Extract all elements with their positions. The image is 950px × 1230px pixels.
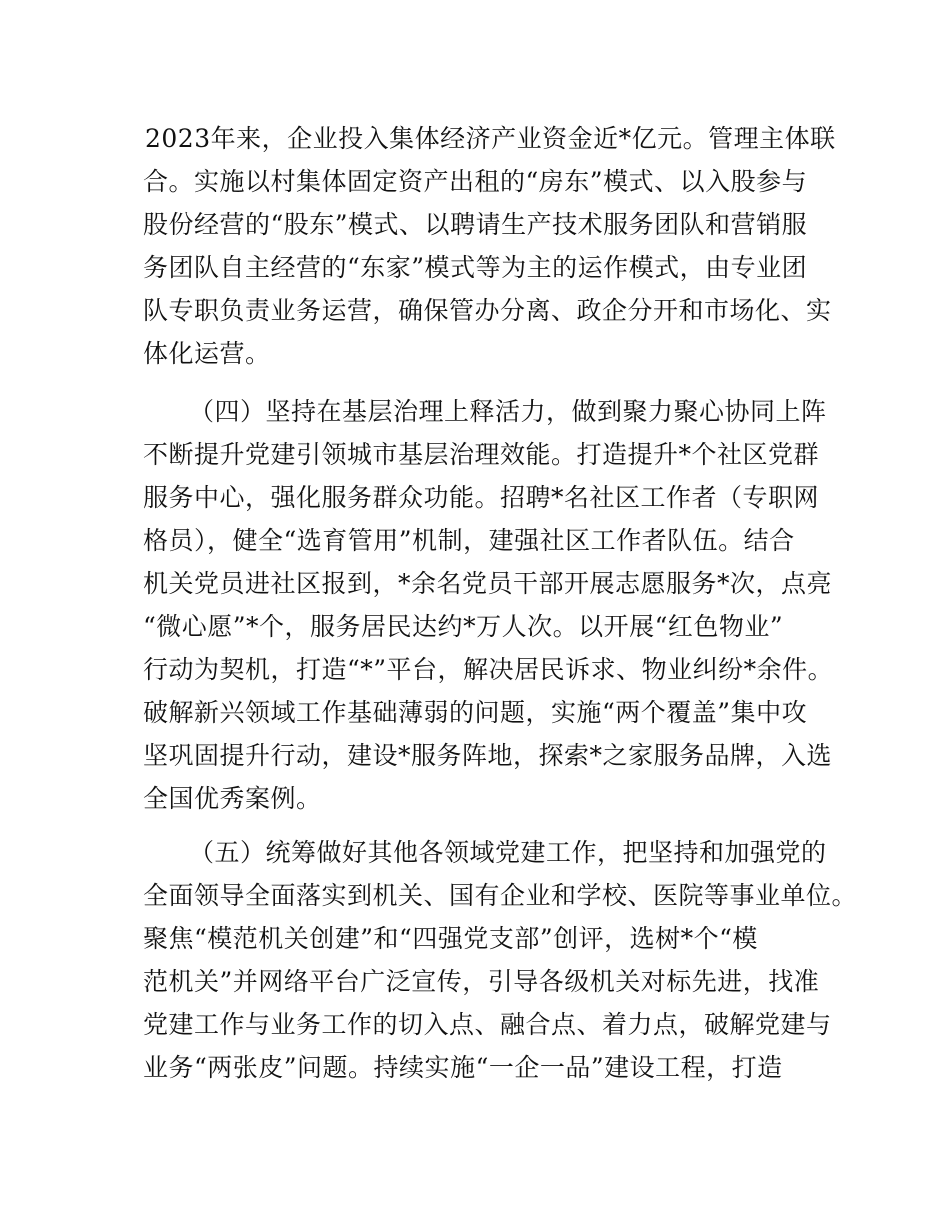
text-line: 党建工作与业务工作的切入点、融合点、着力点，破解党建与	[143, 1010, 832, 1039]
text-line: 坚巩固提升行动，建设*服务阵地，探索*之家服务品牌，入选	[143, 741, 833, 770]
text-line: 行动为契机，打造“*”平台，解决居民诉求、物业纠纷*余件。	[143, 655, 834, 684]
text-line: 不断提升党建引领城市基层治理效能。打造提升*个社区党群	[143, 440, 820, 469]
text-line: 务团队自主经营的“东家”模式等为主的运作模式，由专业团	[143, 253, 808, 282]
paragraph-continuation	[143, 117, 836, 375]
text-line: 服务中心，强化服务群众功能。招聘*名社区工作者（专职网	[143, 483, 820, 512]
text-line: “微心愿”*个，服务居民达约*万人次。以开展“红色物业”	[143, 612, 784, 641]
text-line: 聚焦“模范机关创建”和“四强党支部”创评，选树*个“模	[143, 924, 758, 953]
text-line: 业务“两张皮”问题。持续实施“一企一品”建设工程，打造	[143, 1053, 783, 1082]
text-line: 全面领导全面落实到机关、国有企业和学校、医院等事业单位。	[143, 881, 858, 910]
text-line: 范机关”并网络平台广泛宣传，引导各级机关对标先进，找准	[143, 967, 820, 996]
text-line: 全国优秀案例。	[143, 784, 322, 813]
section-heading-line: （四）坚持在基层治理上释活力，做到聚力聚心协同上阵	[189, 397, 827, 426]
text-line: 格员），健全“选育管用”机制，建强社区工作者队伍。结合	[143, 526, 795, 555]
text-line: 体化运营。	[143, 339, 271, 368]
section-heading-line: （五）统筹做好其他各领域党建工作，把坚持和加强党的	[189, 838, 827, 867]
text-line: 股份经营的“股东”模式、以聘请生产技术服务团队和营销服	[143, 210, 808, 239]
section-five-paragraph	[143, 831, 858, 1089]
text-line: 破解新兴领域工作基础薄弱的问题，实施“两个覆盖”集中攻	[143, 698, 808, 727]
text-line: 合。实施以村集体固定资产出租的“房东”模式、以入股参与	[143, 167, 808, 196]
text-line: 机关党员进社区报到，*余名党员干部开展志愿服务*次，点亮	[143, 569, 833, 598]
text-line: 队专职负责业务运营，确保管办分离、政企分开和市场化、实	[143, 296, 832, 325]
text-line: 2023年来，企业投入集体经济产业资金近*亿元。管理主体联	[145, 124, 836, 153]
section-four-paragraph	[143, 390, 834, 820]
